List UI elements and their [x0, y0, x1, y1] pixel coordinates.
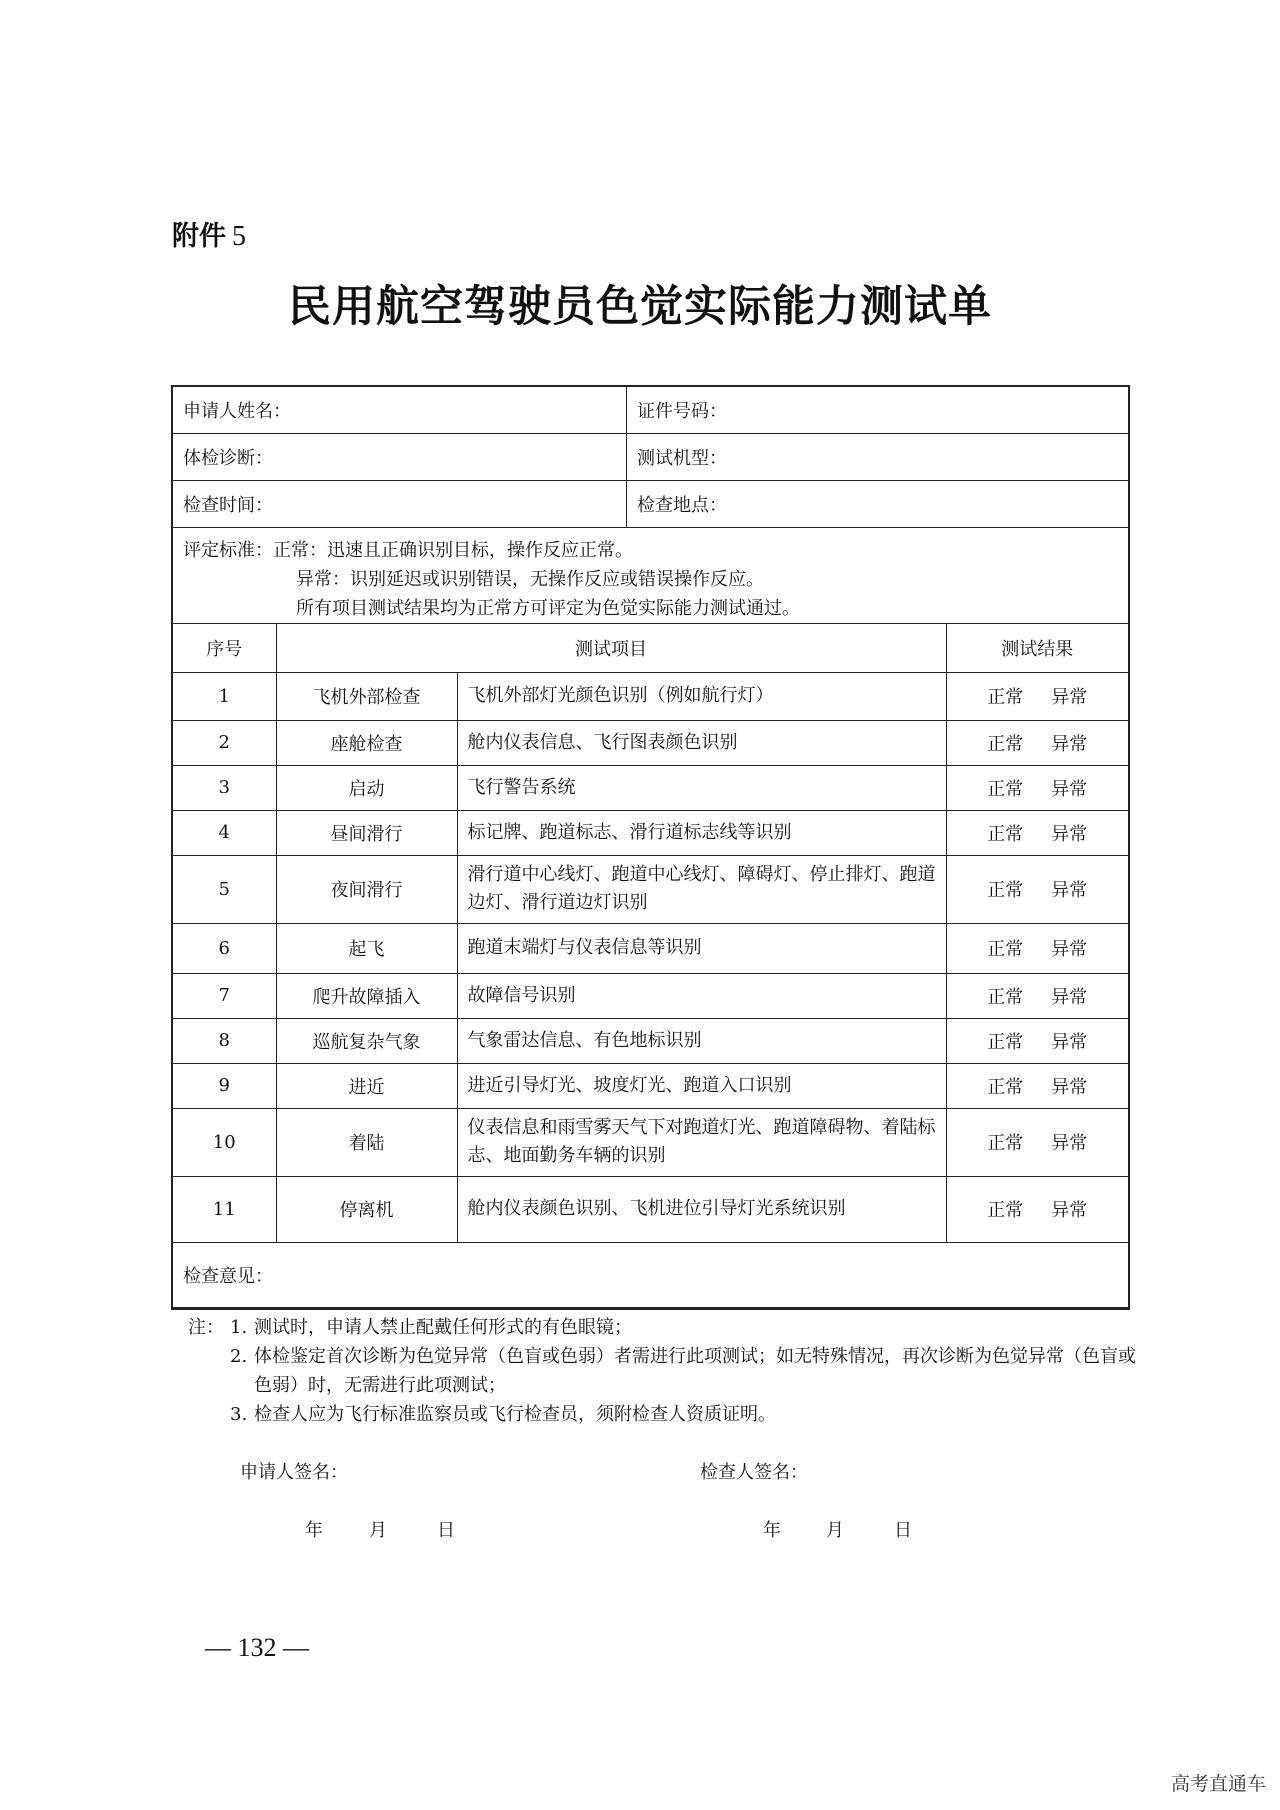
- row-category: 飞机外部检查: [276, 672, 457, 720]
- header-item: 测试项目: [276, 624, 946, 672]
- notes-lead: 注：: [188, 1317, 224, 1338]
- header-seq: 序号: [173, 624, 276, 672]
- applicant-date-day: 日: [437, 1520, 455, 1541]
- result-normal-option[interactable]: 正常: [987, 823, 1024, 845]
- page-number: — 132 —: [205, 1633, 309, 1662]
- result-normal-option[interactable]: 正常: [987, 939, 1024, 960]
- inspector-signature-label: 检查人签名：: [700, 1462, 808, 1483]
- note-text: 检查人应为飞行标准监察员或飞行检查员，须附检查人资质证明。: [254, 1404, 776, 1425]
- document-title: 民用航空驾驶员色觉实际能力测试单: [288, 282, 992, 332]
- row-category: 夜间滑行: [276, 855, 457, 923]
- attachment-text: 附件: [172, 221, 226, 252]
- row-category: 着陆: [276, 1108, 457, 1176]
- row-result: [946, 720, 1128, 765]
- row-description: 故障信号识别: [457, 973, 946, 1018]
- attachment-number: 5: [232, 221, 246, 252]
- result-abnormal-option[interactable]: 异常: [1051, 687, 1088, 708]
- row-result: [946, 855, 1128, 923]
- evaluation-criteria: [173, 528, 1128, 624]
- result-normal-option[interactable]: 正常: [987, 733, 1024, 755]
- row-result: [946, 1176, 1128, 1242]
- test-form: [171, 385, 1130, 1310]
- result-abnormal-option[interactable]: 异常: [1051, 1031, 1088, 1053]
- row-seq: 3: [173, 765, 276, 810]
- row-category: 巡航复杂气象: [276, 1018, 457, 1063]
- note-text: 体检鉴定首次诊断为色觉异常（色盲或色弱）者需进行此项测试；如无特殊情况，再次诊断为色觉异常（色盲或色弱）时，无需进行此项测试；: [254, 1346, 1136, 1396]
- row-seq: 8: [173, 1018, 276, 1063]
- row-category: 停离机: [276, 1176, 457, 1242]
- row-result: [946, 1018, 1128, 1063]
- check-location-field: 检查地点：: [637, 495, 727, 516]
- result-normal-option[interactable]: 正常: [987, 986, 1024, 1008]
- result-abnormal-option[interactable]: 异常: [1051, 986, 1088, 1008]
- applicant-date-month: 月: [369, 1520, 387, 1541]
- row-category: 进近: [276, 1063, 457, 1108]
- inspection-opinion: 检查意见：: [173, 1242, 1128, 1307]
- result-abnormal-option[interactable]: 异常: [1051, 1076, 1088, 1098]
- row-result: [946, 1063, 1128, 1108]
- table-row: [173, 1063, 1128, 1108]
- notes-section: [188, 1313, 1138, 1429]
- table-row: [173, 1018, 1128, 1063]
- check-time-field: 检查时间：: [173, 481, 627, 527]
- result-abnormal-option[interactable]: 异常: [1051, 880, 1088, 901]
- row-description: 飞机外部灯光颜色识别（例如航行灯）: [457, 672, 946, 720]
- table-row: [173, 810, 1128, 855]
- test-items-table: [173, 624, 1128, 1308]
- header-result: 测试结果: [946, 624, 1128, 672]
- table-row: [173, 765, 1128, 810]
- row-result: [946, 973, 1128, 1018]
- criteria-abnormal: 异常：识别延迟或识别错误，无操作反应或错误操作反应。: [296, 569, 764, 590]
- row-description: 仪表信息和雨雪雾天气下对跑道灯光、跑道障碍物、着陆标志、地面勤务车辆的识别: [457, 1108, 946, 1176]
- result-normal-option[interactable]: 正常: [987, 1031, 1024, 1053]
- result-abnormal-option[interactable]: 异常: [1051, 1133, 1088, 1154]
- row-description: 进近引导灯光、坡度灯光、跑道入口识别: [457, 1063, 946, 1108]
- row-seq: 1: [173, 672, 276, 720]
- row-category: 起飞: [276, 923, 457, 973]
- result-normal-option[interactable]: 正常: [987, 880, 1024, 901]
- result-abnormal-option[interactable]: 异常: [1051, 778, 1088, 800]
- table-row: [173, 1176, 1128, 1242]
- applicant-date-year: 年: [305, 1520, 323, 1541]
- note-line: [188, 1400, 1138, 1429]
- row-result: [946, 810, 1128, 855]
- row-result: [946, 1108, 1128, 1176]
- note-line: [188, 1313, 1138, 1342]
- applicant-name-field: 申请人姓名：: [173, 387, 627, 433]
- row-seq: 2: [173, 720, 276, 765]
- note-line: [188, 1342, 1138, 1400]
- note-number: 1.: [230, 1317, 248, 1338]
- applicant-signature-label: 申请人签名：: [240, 1462, 348, 1483]
- note-number: 3.: [230, 1404, 248, 1425]
- row-seq: 5: [173, 855, 276, 923]
- certificate-no-field: 证件号码：: [637, 401, 727, 422]
- table-row: [173, 672, 1128, 720]
- row-description: 气象雷达信息、有色地标识别: [457, 1018, 946, 1063]
- row-category: 爬升故障插入: [276, 973, 457, 1018]
- info-row-2: [173, 434, 1128, 481]
- inspector-date-day: 日: [894, 1520, 912, 1541]
- table-row: [173, 855, 1128, 923]
- result-abnormal-option[interactable]: 异常: [1051, 1200, 1088, 1221]
- criteria-normal: 评定标准：正常：迅速且正确识别目标，操作反应正常。: [183, 540, 633, 561]
- result-normal-option[interactable]: 正常: [987, 778, 1024, 800]
- criteria-pass: 所有项目测试结果均为正常方可评定为色觉实际能力测试通过。: [296, 598, 800, 619]
- aircraft-type-field: 测试机型：: [637, 448, 727, 469]
- table-row: [173, 923, 1128, 973]
- info-row-3: [173, 481, 1128, 528]
- note-number: 2.: [230, 1346, 248, 1367]
- row-description: 舱内仪表信息、飞行图表颜色识别: [457, 720, 946, 765]
- diagnosis-field: 体检诊断：: [173, 434, 627, 480]
- row-description: 标记牌、跑道标志、滑行道标志线等识别: [457, 810, 946, 855]
- opinion-row: [173, 1242, 1128, 1307]
- attachment-label: [172, 214, 246, 253]
- row-seq: 10: [173, 1108, 276, 1176]
- result-normal-option[interactable]: 正常: [987, 1133, 1024, 1154]
- row-description: 飞行警告系统: [457, 765, 946, 810]
- row-result: [946, 923, 1128, 973]
- note-text: 测试时，申请人禁止配戴任何形式的有色眼镜；: [254, 1317, 632, 1338]
- result-normal-option[interactable]: 正常: [987, 687, 1024, 708]
- row-description: 舱内仪表颜色识别、飞机进位引导灯光系统识别: [457, 1176, 946, 1242]
- row-category: 昼间滑行: [276, 810, 457, 855]
- row-seq: 11: [173, 1176, 276, 1242]
- row-description: 跑道末端灯与仪表信息等识别: [457, 923, 946, 973]
- watermark-text: 高考直通车: [1170, 1773, 1266, 1795]
- row-seq: 4: [173, 810, 276, 855]
- row-description: 滑行道中心线灯、跑道中心线灯、障碍灯、停止排灯、跑道边灯、滑行道边灯识别: [457, 855, 946, 923]
- inspector-date-month: 月: [826, 1520, 844, 1541]
- note-indent: [188, 1342, 230, 1400]
- result-normal-option[interactable]: 正常: [987, 1200, 1024, 1221]
- result-abnormal-option[interactable]: 异常: [1051, 939, 1088, 960]
- table-row: [173, 973, 1128, 1018]
- row-seq: 6: [173, 923, 276, 973]
- result-abnormal-option[interactable]: 异常: [1051, 733, 1088, 755]
- note-indent: [188, 1400, 230, 1429]
- info-row-1: [173, 387, 1128, 434]
- row-seq: 9: [173, 1063, 276, 1108]
- row-result: [946, 672, 1128, 720]
- row-category: 启动: [276, 765, 457, 810]
- result-abnormal-option[interactable]: 异常: [1051, 823, 1088, 845]
- row-category: 座舱检查: [276, 720, 457, 765]
- table-row: [173, 720, 1128, 765]
- table-row: [173, 1108, 1128, 1176]
- table-header-row: [173, 624, 1128, 672]
- inspector-date-year: 年: [763, 1520, 781, 1541]
- row-result: [946, 765, 1128, 810]
- row-seq: 7: [173, 973, 276, 1018]
- result-normal-option[interactable]: 正常: [987, 1076, 1024, 1098]
